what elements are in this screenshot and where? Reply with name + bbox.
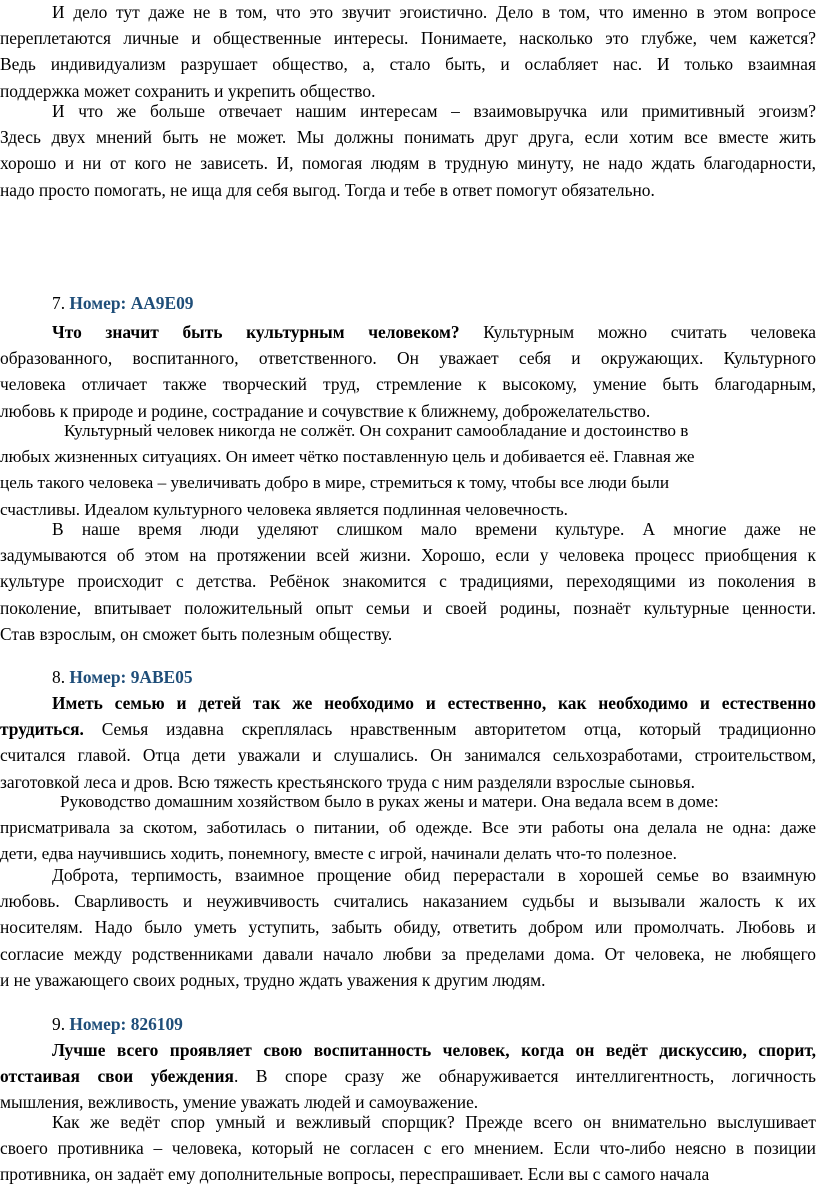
- paragraph-good-manners: [0, 1037, 816, 1116]
- text-line: заготовкой леса и дров. Всю тяжесть крестьянского труда с ним разделяли взрослые сыновья.: [0, 771, 696, 792]
- text-line: образованного, воспитанного, ответственного. Он уважает себя и окружающих. Культурного: [0, 348, 816, 369]
- text-line: Лучше всего проявляет свою воспитанность человек, когда он ведёт дискуссию, спорит,: [52, 1040, 816, 1060]
- paragraph-never-lie: [0, 418, 816, 523]
- text-line: [0, 1063, 816, 1089]
- paragraph-household: [0, 789, 816, 868]
- paragraph-family: [0, 690, 816, 795]
- text-line: Культурный человек никогда не солжёт. Он сохранит самообладание и достоинство в: [64, 421, 689, 440]
- text-line: Став взрослым, он сможет быть полезным обществу.: [0, 623, 393, 644]
- bold-thesis: отстаивая свои убеждения: [0, 1066, 234, 1087]
- text-line: носителям. Надо было уметь уступить, забыть обиду, ответить добром или промолчать. Любовь и: [0, 917, 816, 938]
- task-number: 7.: [52, 293, 66, 313]
- text-line: Как же ведёт спор умный и вежливый спорщик? Прежде всего он внимательно выслушивает: [52, 1112, 816, 1132]
- text-line: согласие между родственниками давали начало любви за пределами дома. От человека, не любящего: [0, 943, 816, 964]
- task-code: 9ABE05: [130, 667, 193, 687]
- text-line: надо просто помогать, не ища для себя выгод. Тогда и тебе в ответ помогут обязательно.: [0, 179, 655, 200]
- task-heading-8: [52, 664, 193, 690]
- text-run: Культурным можно считать человека: [459, 322, 816, 342]
- text-line: счастливы. Идеалом культурного человека является подлинная человечность.: [0, 499, 568, 519]
- task-label: Номер:: [69, 667, 127, 687]
- text-line: И что же больше отвечает нашим интересам – взаимовыручка или примитивный эгоизм?: [52, 101, 816, 121]
- text-line: любых жизненных ситуациях. Он имеет чётко поставленную цель и добивается её. Главная же: [0, 447, 695, 467]
- text-line: любовь. Сварливость и неуживчивость считались наказанием судьбы и вызывали жалость к их: [0, 891, 816, 912]
- text-line: [0, 716, 816, 742]
- text-line: Здесь двух мнений быть не может. Мы должны понимать друг друга, если хотим все вместе жить: [0, 127, 816, 148]
- text-line: [0, 319, 816, 345]
- text-line: поколение, впитывает положительный опыт семьи и своей родины, познаёт культурные ценности.: [0, 597, 816, 618]
- text-line: Руководство домашним хозяйством было в руках жены и матери. Она ведала всем в доме:: [60, 792, 719, 811]
- paragraph-debate: [0, 1109, 816, 1188]
- paragraph-culture-time: [0, 516, 816, 647]
- task-label: Номер:: [69, 293, 127, 313]
- text-line: своего противника – человека, который не согласен с его мнением. Если что-либо неясно в позиции: [0, 1138, 816, 1159]
- text-line: Ведь индивидуализм разрушает общество, а, стало быть, и ослабляет нас. И только взаимная: [0, 54, 816, 75]
- task-number: 9.: [52, 1014, 66, 1034]
- text-line: любовь к природе и родине, сострадание и сочувствие к ближнему, доброжелательство.: [0, 400, 651, 421]
- text-line: задумываются об этом на протяжении всей жизни. Хорошо, если у человека процесс приобщения к: [0, 545, 816, 566]
- task-number: 8.: [52, 667, 66, 687]
- text-line: человека отличает также творческий труд, стремление к высокому, умение быть благодарным,: [0, 374, 816, 395]
- text-line: присматривала за скотом, заботилась о питании, об одежде. Все эти работы она делала не одна: даже: [0, 818, 816, 838]
- text-line: считался главой. Отца дети уважали и слушались. Он занимался сельхозработами, строительством,: [0, 745, 816, 766]
- text-line: И дело тут даже не в том, что это звучит эгоистично. Дело в том, что именно в этом вопросе: [52, 2, 816, 22]
- text-line: В наше время люди уделяют слишком мало времени культуре. А многие даже не: [52, 519, 816, 539]
- text-line: дети, едва научившись ходить, понемногу, вместе с игрой, начинали делать что-то полезное.: [0, 844, 677, 864]
- text-line: и не уважающего своих родных, трудно ждать уважения к другим людям.: [0, 969, 546, 990]
- text-line: переплетаются личные и общественные интересы. Понимаете, насколько это глубже, чем кажется?: [0, 28, 816, 49]
- text-line: культуре происходит с детства. Ребёнок знакомится с традициями, переходящими из поколения в: [0, 571, 816, 592]
- paragraph-cultured-person: [0, 319, 816, 424]
- task-heading-9: [52, 1011, 183, 1037]
- task-label: Номер:: [69, 1014, 127, 1034]
- bold-thesis: Что значит быть культурным человеком?: [52, 322, 460, 342]
- text-line: Иметь семью и детей так же необходимо и естественно, как необходимо и естественно: [52, 693, 816, 713]
- text-line: противника, он задаёт ему дополнительные вопросы, переспрашивает. Если вы с самого начала: [0, 1164, 710, 1185]
- text-run: . В споре сразу же обнаруживается интеллигентность, логичность: [233, 1066, 816, 1087]
- paragraph-mutual-help: [0, 98, 816, 203]
- task-code: 826109: [130, 1014, 183, 1034]
- text-line: Доброта, терпимость, взаимное прощение обид перерастали в хорошей семье во взаимную: [52, 865, 816, 885]
- paragraph-egoism-intro: [0, 0, 816, 104]
- text-run: Семья издавна скреплялась нравственным авторитетом отца, который традиционно: [83, 719, 816, 740]
- paragraph-kindness: [0, 862, 816, 993]
- text-line: цель такого человека – увеличивать добро в мире, стремиться к тому, чтобы все люди были: [0, 473, 670, 493]
- bold-thesis: трудиться.: [0, 719, 84, 740]
- text-line: мышления, вежливость, умение уважать людей и самоуважение.: [0, 1092, 479, 1113]
- text-line: поддержка может сохранить и укрепить общество.: [0, 80, 376, 101]
- task-heading-7: [52, 290, 194, 316]
- text-line: хорошо и ни от кого не зависеть. И, помогая людям в трудную минуту, не надо ждать благодарности,: [0, 153, 816, 174]
- task-code: AA9E09: [130, 293, 194, 313]
